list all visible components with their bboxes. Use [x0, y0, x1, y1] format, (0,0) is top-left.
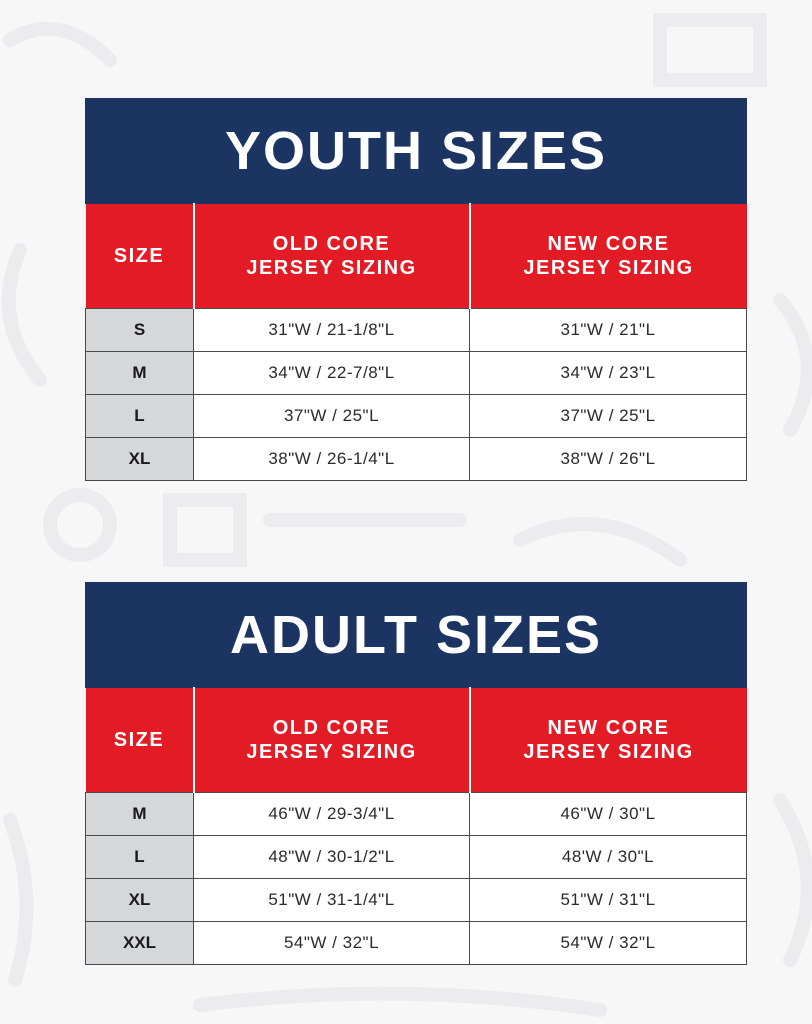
- youth-header-new-line1: NEW CORE: [547, 233, 670, 255]
- youth-header-new-line2: JERSEY SIZING: [523, 257, 694, 279]
- old-core-value: 34"W / 22-7/8"L: [194, 352, 470, 395]
- adult-header-size: [86, 688, 194, 793]
- adult-header-old-line1: OLD CORE: [272, 717, 391, 739]
- adult-header-new-core: [470, 688, 747, 793]
- adult-header-new-line2: JERSEY SIZING: [523, 741, 694, 763]
- table-row: [86, 836, 747, 879]
- size-cell: XXL: [86, 922, 194, 965]
- old-core-value: 51"W / 31-1/4"L: [194, 879, 470, 922]
- youth-header-old-line1: OLD CORE: [272, 233, 391, 255]
- new-core-value: 46"W / 30"L: [470, 793, 747, 836]
- table-row: [86, 793, 747, 836]
- size-cell: XL: [86, 438, 194, 481]
- adult-title: ADULT SIZES: [86, 583, 747, 688]
- old-core-value: 46"W / 29-3/4"L: [194, 793, 470, 836]
- old-core-value: 37"W / 25"L: [194, 395, 470, 438]
- new-core-value: 34"W / 23"L: [470, 352, 747, 395]
- new-core-value: 38"W / 26"L: [470, 438, 747, 481]
- table-row: [86, 309, 747, 352]
- youth-header-size-label: SIZE: [113, 245, 165, 267]
- new-core-value: 51"W / 31"L: [470, 879, 747, 922]
- new-core-value: 54"W / 32"L: [470, 922, 747, 965]
- size-cell: XL: [86, 879, 194, 922]
- table-row: [86, 352, 747, 395]
- old-core-value: 48"W / 30-1/2"L: [194, 836, 470, 879]
- new-core-value: 31"W / 21"L: [470, 309, 747, 352]
- table-row: [86, 438, 747, 481]
- adult-header-size-label: SIZE: [113, 729, 165, 751]
- youth-header-new-core: [470, 204, 747, 309]
- adult-header-new-line1: NEW CORE: [547, 717, 670, 739]
- old-core-value: 31"W / 21-1/8"L: [194, 309, 470, 352]
- youth-header-old-line2: JERSEY SIZING: [246, 257, 417, 279]
- table-row: [86, 395, 747, 438]
- size-cell: S: [86, 309, 194, 352]
- adult-header-old-line2: JERSEY SIZING: [246, 741, 417, 763]
- size-cell: M: [86, 352, 194, 395]
- table-row: [86, 879, 747, 922]
- youth-header-size: [86, 204, 194, 309]
- size-cell: M: [86, 793, 194, 836]
- old-core-value: 54"W / 32"L: [194, 922, 470, 965]
- youth-sizes-table: [85, 98, 747, 481]
- adult-sizes-table: [85, 582, 747, 965]
- new-core-value: 48'W / 30"L: [470, 836, 747, 879]
- table-row: [86, 922, 747, 965]
- youth-title: YOUTH SIZES: [86, 99, 747, 204]
- size-cell: L: [86, 395, 194, 438]
- old-core-value: 38"W / 26-1/4"L: [194, 438, 470, 481]
- youth-header-old-core: [194, 204, 470, 309]
- adult-header-old-core: [194, 688, 470, 793]
- size-cell: L: [86, 836, 194, 879]
- new-core-value: 37"W / 25"L: [470, 395, 747, 438]
